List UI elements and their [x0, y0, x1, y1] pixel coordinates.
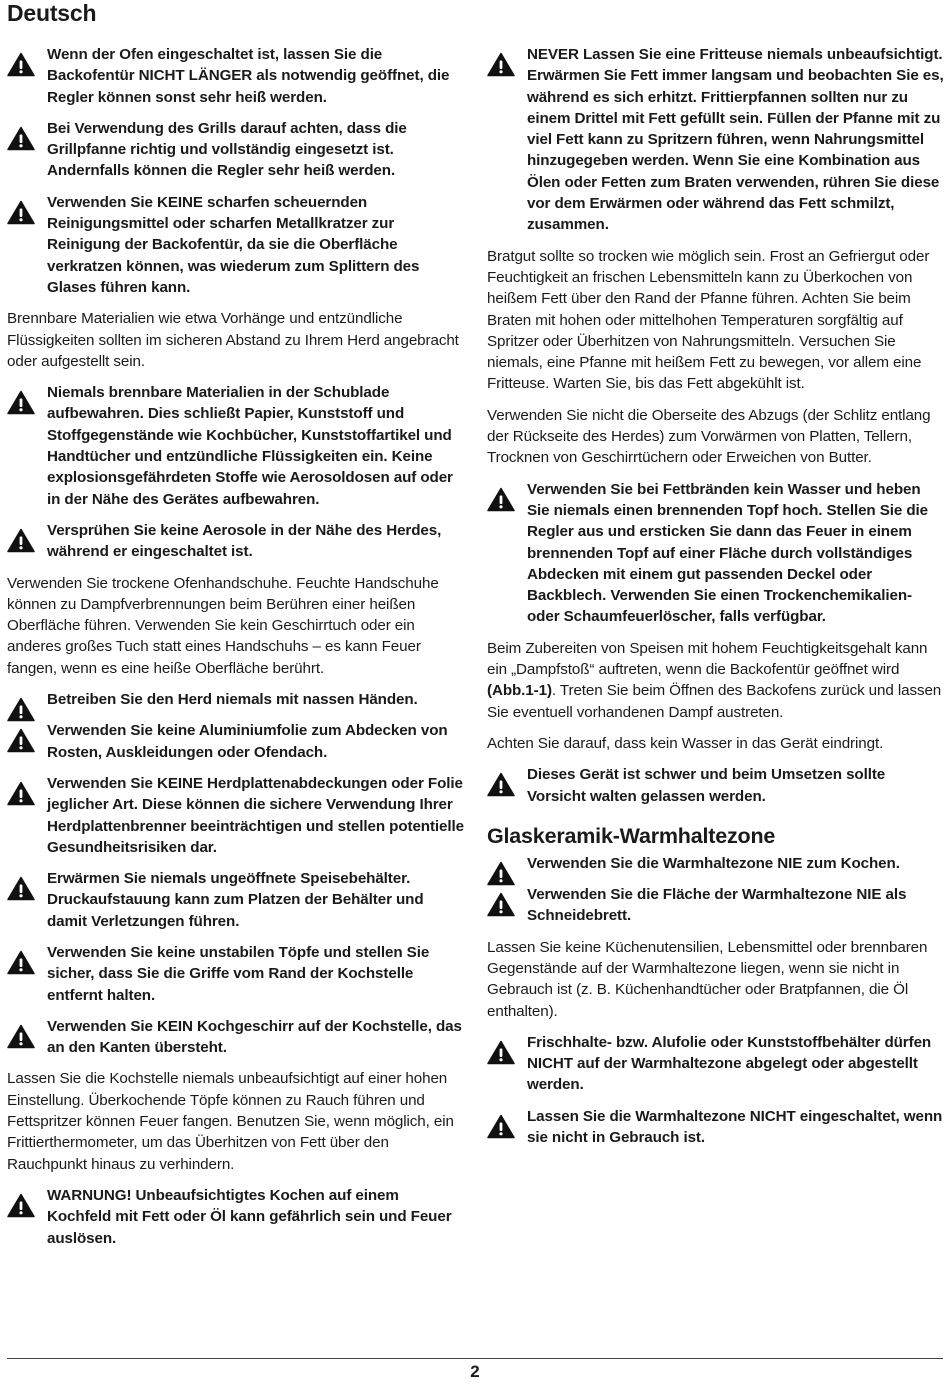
warning-text: Dieses Gerät ist schwer und beim Umsetzen sollte Vorsicht walten gelassen werden.	[527, 766, 886, 805]
warning-item	[7, 1016, 467, 1059]
body-paragraph	[487, 638, 947, 723]
warning-triangle-icon	[487, 861, 515, 886]
left-column	[7, 44, 467, 1259]
warning-text: Versprühen Sie keine Aerosole in der Nähe des Herdes, während er eingeschaltet ist.	[47, 521, 442, 561]
warning-text: Erwärmen Sie niemals ungeöffnete Speisebehälter. Druckaufstauung kann zum Platzen der Behälter und damit Verletzungen führen.	[47, 870, 424, 930]
warning-text: Betreiben Sie den Herd niemals mit nassen Händen.	[47, 691, 418, 709]
warning-triangle-icon	[7, 950, 35, 975]
warning-text: Frischhalte- bzw. Alufolie oder Kunststoffbehälter dürfen NICHT auf der Warmhaltezone abgelegt oder abgestellt werden.	[527, 1033, 932, 1094]
warning-text: Verwenden Sie keine unstabilen Töpfe und stellen Sie sicher, dass Sie die Griffe vom Rand der Kochstelle entfernt halten.	[47, 943, 430, 1004]
body-paragraph: Verwenden Sie trockene Ofenhandschuhe. Feuchte Handschuhe können zu Dampfverbrennungen beim Berühren einer heißen Oberfläche führen. Verwenden Sie kein Geschirrtuch oder ein anderes großes Tuch statt eines Handschuhs – es kann Feuer fangen, wenn es eine heiße Oberfläche berührt.	[7, 574, 439, 677]
body-paragraph: Achten Sie darauf, dass kein Wasser in das Gerät eindringt.	[487, 734, 884, 752]
warning-triangle-icon	[7, 52, 35, 77]
warning-triangle-icon	[487, 1040, 515, 1065]
warning-triangle-icon	[487, 1114, 515, 1139]
right-column	[487, 44, 947, 1158]
warning-triangle-icon	[7, 390, 35, 415]
warning-text: WARNUNG! Unbeaufsichtigtes Kochen auf einem Kochfeld mit Fett oder Öl kann gefährlich sein und Feuer auslösen.	[47, 1186, 452, 1247]
warning-text: Verwenden Sie KEINE scharfen scheuernden Reinigungsmittel oder scharfen Metallkratzer zur Reinigung der Backofentür, da sie die Oberfläche verkratzen können, was wiederum zum Splittern des Glases führen kann.	[47, 193, 420, 296]
warning-item	[7, 1185, 467, 1249]
warning-text: Wenn der Ofen eingeschaltet ist, lassen Sie die Backofentür NICHT LÄNGER als notwendig geöffnet, die Regler können sonst sehr heiß werden.	[47, 46, 450, 106]
warning-triangle-icon	[7, 528, 35, 553]
warning-triangle-icon	[7, 1024, 35, 1049]
section-heading: Glaskeramik-Warmhaltezone	[487, 823, 776, 848]
warning-item	[7, 382, 467, 510]
warning-text: NEVER Lassen Sie eine Fritteuse niemals unbeaufsichtigt. Erwärmen Sie Fett immer langsam und beobachten Sie es, während es sich erhitzt. Frittierpfannen sollten nur zu einem Drittel mit Fett gefüllt sein. Füllen der Pfanne mit zu viel Fett kann zu Spritzern führen, wenn Nahrungsmittel hinzugegeben werden. Wenn Sie eine Kombination aus Ölen oder Fetten zum Braten verwenden, rühren Sie diese vor dem Erwärmen oder während das Fett schmilzt, zusammen.	[527, 46, 944, 234]
warning-item	[7, 520, 467, 563]
warning-text: Niemals brennbare Materialien in der Schublade aufbewahren. Dies schließt Papier, Kunststoff und Stoffgegenstände wie Kochbücher, Kunststoffartikel und Handtücher und entzündliche Flüssigkeiten ein. Keine explosionsgefährdeten Stoffe wie Aerosoldosen auf oder in der Nähe des Gerätes aufbewahren.	[47, 384, 453, 508]
warning-item	[487, 1032, 947, 1096]
body-paragraph: Brennbare Materialien wie etwa Vorhänge und entzündliche Flüssigkeiten sollten im sicheren Abstand zu Ihrem Herd angebracht oder aufgestellt sein.	[7, 310, 459, 370]
warning-triangle-icon	[7, 728, 35, 753]
warning-item	[487, 884, 947, 927]
warning-text: Verwenden Sie keine Aluminiumfolie zum Abdecken von Rosten, Auskleidungen oder Ofendach.	[47, 722, 448, 761]
warning-item	[487, 1106, 947, 1149]
warning-text: Bei Verwendung des Grills darauf achten, dass die Grillpfanne richtig und vollständig eingesetzt ist. Andernfalls können die Regler sehr heiß werden.	[47, 119, 407, 180]
warning-text: Verwenden Sie KEINE Herdplattenabdeckungen oder Folie jeglicher Art. Diese können die sichere Verwendung Ihrer Herdplattenbrenner beeinträchtigen und stellen potentielle Gesundheitsrisiken dar.	[47, 774, 464, 856]
warning-item	[487, 764, 947, 807]
warning-item	[7, 773, 467, 858]
warning-triangle-icon	[7, 1193, 35, 1218]
warning-text: Verwenden Sie die Warmhaltezone NIE zum Kochen.	[527, 854, 900, 872]
paragraph-text: Beim Zubereiten von Speisen mit hohem Feuchtigkeitsgehalt kann ein „Dampfstoß“ auftreten, wenn die Backofentür geöffnet wird	[487, 639, 928, 679]
warning-triangle-icon	[7, 876, 35, 901]
warning-text: Lassen Sie die Warmhaltezone NICHT eingeschaltet, wenn sie nicht in Gebrauch ist.	[527, 1107, 943, 1147]
warning-text: Verwenden Sie KEIN Kochgeschirr auf der Kochstelle, das an den Kanten übersteht.	[47, 1017, 462, 1057]
page-number: 2	[470, 1362, 480, 1381]
warning-item	[487, 853, 947, 874]
warning-item	[7, 192, 467, 298]
warning-item	[7, 720, 467, 763]
body-paragraph: Verwenden Sie nicht die Oberseite des Abzugs (der Schlitz entlang der Rückseite des Herdes) zum Vorwärmen von Platten, Tellern, Trocknen von Geschirrtüchern oder Erweichen von Butter.	[487, 406, 931, 467]
warning-triangle-icon	[487, 892, 515, 917]
warning-item	[487, 44, 947, 236]
warning-item	[7, 44, 467, 108]
warning-triangle-icon	[7, 781, 35, 806]
body-paragraph: Bratgut sollte so trocken wie möglich sein. Frost an Gefriergut oder Feuchtigkeit an frischen Lebensmitteln kann zu Überkochen von heißem Fett über den Rand der Pfanne führen. Achten Sie beim Braten mit hohen oder mittelhohen Temperaturen sorgfältig auf Spritzer oder Überhitzen von Nahrungsmitteln. Versuchen Sie niemals, eine Pfanne mit heißem Fett zu bewegen, vor allem eine Fritteuse. Warten Sie, bis das Fett abgekühlt ist.	[487, 247, 930, 393]
warning-triangle-icon	[7, 697, 35, 722]
warning-triangle-icon	[487, 772, 515, 797]
warning-item	[487, 479, 947, 628]
warning-triangle-icon	[487, 487, 515, 512]
page-heading: Deutsch	[7, 0, 97, 26]
warning-item	[7, 942, 467, 1006]
warning-item	[7, 868, 467, 932]
warning-item	[7, 689, 467, 710]
footer-divider	[7, 1358, 943, 1359]
warning-item	[7, 118, 467, 182]
figure-reference: (Abb.1-1)	[487, 682, 552, 700]
warning-triangle-icon	[7, 126, 35, 151]
body-paragraph: Lassen Sie die Kochstelle niemals unbeaufsichtigt auf einer hohen Einstellung. Überkochende Töpfe können zu Rauch führen und Fettspritzer können Feuer fangen. Benutzen Sie, wenn möglich, ein Frittierthermometer, um das Überhitzen von Fett über den Rauchpunkt hinaus zu verhindern.	[7, 1070, 454, 1173]
warning-triangle-icon	[7, 200, 35, 225]
warning-text: Verwenden Sie die Fläche der Warmhaltezone NIE als Schneidebrett.	[527, 886, 907, 925]
warning-triangle-icon	[487, 52, 515, 77]
warning-text: Verwenden Sie bei Fettbränden kein Wasser und heben Sie niemals einen brennenden Topf hoch. Stellen Sie die Regler aus und ersticken Sie dann das Feuer in einem brennenden Topf auf einer Fläche durch vollständiges Abdecken mit einem gut passenden Deckel oder Backblech. Verwenden Sie einen Trockenchemikalien- oder Schaumfeuerlöscher, falls verfügbar.	[527, 480, 928, 626]
paragraph-text: . Treten Sie beim Öffnen des Backofens zurück und lassen Sie eventuell vorhandenen Dampf austreten.	[487, 682, 942, 721]
body-paragraph: Lassen Sie keine Küchenutensilien, Lebensmittel oder brennbaren Gegenstände auf der Warmhaltezone liegen, wenn sie nicht in Gebrauch ist (z. B. Küchenhandtücher oder Bratpfannen, die Öl enthalten).	[487, 938, 928, 1020]
